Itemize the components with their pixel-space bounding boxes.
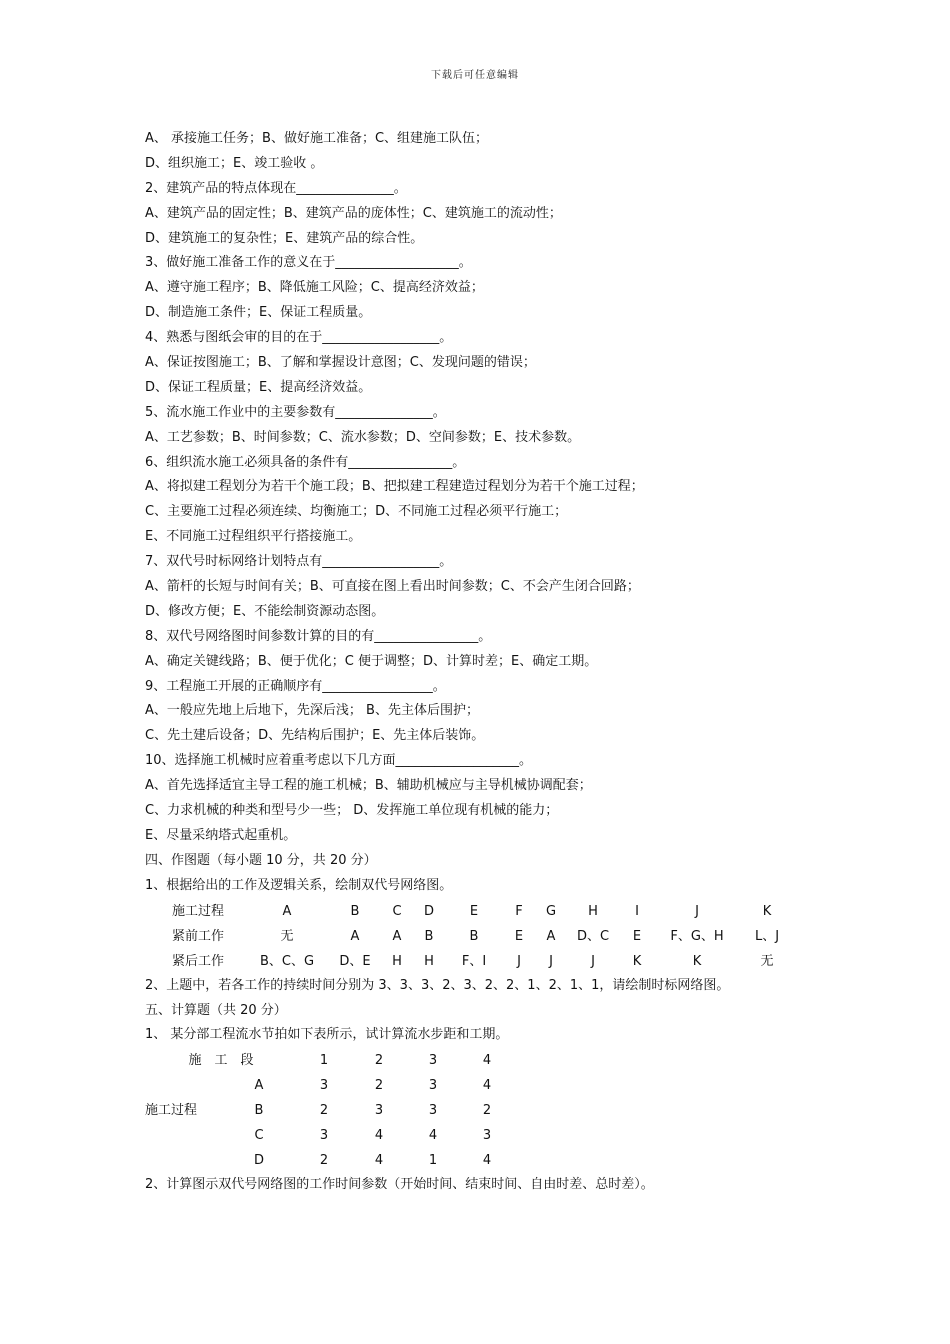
text-line: 3、做好施工准备工作的意义在于___________________。 xyxy=(145,255,472,271)
table-cell: D xyxy=(253,1153,265,1169)
side-label: 施工过程 xyxy=(145,1103,198,1119)
text-line: A、建筑产品的固定性；B、建筑产品的庞体性；C、建筑施工的流动性； xyxy=(145,205,562,221)
question-block-c xyxy=(145,1173,825,1198)
table-row xyxy=(145,1148,825,1173)
table-cell: C xyxy=(392,903,402,919)
table-cell: G xyxy=(545,903,557,919)
table-cell: B xyxy=(469,928,479,944)
text-line: 8、双代号网络图时间参数计算的目的有________________。 xyxy=(145,628,492,644)
table-cell: E xyxy=(632,928,642,944)
table-cell: B xyxy=(254,1103,264,1119)
table-cell: H xyxy=(424,953,434,969)
table-cell: H xyxy=(392,953,402,969)
table-row xyxy=(145,1123,825,1148)
table-cell: 4 xyxy=(428,1128,438,1144)
question-block-a xyxy=(145,127,825,899)
table-cell: B xyxy=(350,903,360,919)
text-line: 五、计算题（共 20 分） xyxy=(145,1002,287,1018)
table-cell: D xyxy=(423,903,435,919)
text-line: D、制造施工条件；E、保证工程质量。 xyxy=(145,305,372,321)
text-line: C、主要施工过程必须连续、均衡施工；D、不同施工过程必须平行施工； xyxy=(145,504,568,520)
table-cell: 3 xyxy=(482,1128,492,1144)
text-line: 5、流水施工作业中的主要参数有_______________。 xyxy=(145,404,446,420)
text-line: 2、计算图示双代号网络图的工作时间参数（开始时间、结束时间、自由时差、总时差）。 xyxy=(145,1177,654,1193)
table-cell: F、G、H xyxy=(670,928,724,944)
text-line: D、组织施工；E、竣工验收 。 xyxy=(145,155,324,171)
table-cell: 3 xyxy=(428,1053,438,1069)
text-line: A、保证按图施工；B、了解和掌握设计意图；C、发现问题的错误； xyxy=(145,355,536,371)
work-logic-table xyxy=(145,899,825,974)
text-line: E、不同施工过程组织平行搭接施工。 xyxy=(145,529,362,545)
table-cell: 4 xyxy=(374,1128,384,1144)
text-line: C、力求机械的种类和型号少一些； D、发挥施工单位现有机械的能力； xyxy=(145,803,559,819)
table-cell: 2 xyxy=(374,1053,384,1069)
table-cell: 2 xyxy=(482,1103,492,1119)
table-cell: A xyxy=(350,928,360,944)
table-row xyxy=(145,899,825,924)
text-line: D、修改方便；E、不能绘制资源动态图。 xyxy=(145,603,385,619)
table-cell: B xyxy=(424,928,434,944)
table-cell: 无 xyxy=(280,928,294,944)
table-cell: D、E xyxy=(339,953,371,969)
text-line: A、箭杆的长短与时间有关；B、可直接在图上看出时间参数；C、不会产生闭合回路； xyxy=(145,579,640,595)
table-cell: L、J xyxy=(754,928,780,944)
table-cell: 4 xyxy=(482,1078,492,1094)
text-line: A、工艺参数；B、时间参数；C、流水参数；D、空间参数；E、技术参数。 xyxy=(145,429,581,445)
row-label: 紧后工作 xyxy=(172,953,225,969)
text-line: E、尽量采纳塔式起重机。 xyxy=(145,827,297,843)
table-cell: 2 xyxy=(319,1153,329,1169)
table-cell: 3 xyxy=(428,1103,438,1119)
table-cell: 2 xyxy=(374,1078,384,1094)
table-cell: 4 xyxy=(482,1053,492,1069)
text-line: 2、上题中，若各工作的持续时间分别为 3、3、3、2、3、2、2、1、2、1、1，请绘制时标网络图。 xyxy=(145,977,730,993)
row-label: 紧前工作 xyxy=(172,928,225,944)
text-line: A、 承接施工任务；B、做好施工准备；C、组建施工队伍； xyxy=(145,131,489,146)
table-cell: 4 xyxy=(482,1153,492,1169)
table-cell: J xyxy=(549,953,553,969)
table-cell: K xyxy=(762,903,772,919)
table-row xyxy=(145,949,825,974)
table-cell: F、I xyxy=(461,953,487,969)
table-cell: K xyxy=(692,953,702,969)
table-cell: 2 xyxy=(319,1103,329,1119)
table-cell: E xyxy=(514,928,524,944)
table-cell: C xyxy=(254,1128,264,1144)
table-cell: H xyxy=(588,903,598,919)
table-cell: 施 工 段 xyxy=(188,1053,254,1069)
table-cell: F xyxy=(515,903,523,919)
table-cell: 3 xyxy=(319,1128,329,1144)
text-line: 1、 某分部工程流水节拍如下表所示，试计算流水步距和工期。 xyxy=(145,1027,509,1043)
text-line: A、遵守施工程序；B、降低施工风险；C、提高经济效益； xyxy=(145,280,484,296)
text-line: 1、根据给出的工作及逻辑关系，绘制双代号网络图。 xyxy=(145,877,453,893)
page-header: 下载后可任意编辑 xyxy=(431,70,519,81)
text-line: 6、组织流水施工必须具备的条件有________________。 xyxy=(145,454,466,470)
table-cell: 3 xyxy=(374,1103,384,1119)
table-cell: B、C、G xyxy=(259,953,315,969)
text-line: 7、双代号时标网络计划特点有__________________。 xyxy=(145,554,453,570)
text-line: 四、作图题（每小题 10 分，共 20 分） xyxy=(145,852,377,868)
table-cell: 无 xyxy=(760,953,774,969)
table-cell: 3 xyxy=(428,1078,438,1094)
table-row xyxy=(145,1073,825,1098)
text-line: 10、选择施工机械时应着重考虑以下几方面___________________。 xyxy=(145,753,533,769)
table-cell: D、C xyxy=(576,928,610,944)
table-cell: K xyxy=(632,953,642,969)
text-line: 9、工程施工开展的正确顺序有_________________。 xyxy=(145,678,446,694)
table-cell: J xyxy=(517,953,521,969)
text-line: D、保证工程质量；E、提高经济效益。 xyxy=(145,379,372,395)
table-header-row xyxy=(145,1048,825,1073)
text-line: 4、熟悉与图纸会审的目的在于__________________。 xyxy=(145,330,453,346)
question-block-b xyxy=(145,974,825,1049)
table-cell: 4 xyxy=(374,1153,384,1169)
table-cell: A xyxy=(546,928,556,944)
text-line: A、将拟建工程划分为若干个施工段；B、把拟建工程建造过程划分为若干个施工过程； xyxy=(145,479,644,495)
table-cell: J xyxy=(591,953,595,969)
table-cell: J xyxy=(695,903,699,919)
table-row xyxy=(145,1098,825,1123)
text-line: C、先土建后设备；D、先结构后围护；E、先主体后装饰。 xyxy=(145,728,485,744)
text-line: A、首先选择适宜主导工程的施工机械；B、辅助机械应与主导机械协调配套； xyxy=(145,778,592,794)
table-cell: A xyxy=(282,903,292,919)
flow-beat-table xyxy=(145,1048,825,1173)
table-cell: 1 xyxy=(428,1153,438,1169)
table-cell: I xyxy=(635,903,639,919)
table-row xyxy=(145,924,825,949)
text-line: A、确定关键线路；B、便于优化；C 便于调整；D、计算时差；E、确定工期。 xyxy=(145,653,598,669)
text-line: A、一般应先地上后地下，先深后浅； B、先主体后围护； xyxy=(145,703,479,719)
table-cell: E xyxy=(469,903,479,919)
row-label: 施工过程 xyxy=(172,903,225,919)
table-cell: A xyxy=(254,1078,264,1094)
table-cell: 1 xyxy=(319,1053,329,1069)
document-body xyxy=(145,127,825,1198)
table-cell: A xyxy=(392,928,402,944)
text-line: 2、建筑产品的特点体现在_______________。 xyxy=(145,180,407,196)
table-cell: 3 xyxy=(319,1078,329,1094)
text-line: D、建筑施工的复杂性；E、建筑产品的综合性。 xyxy=(145,230,424,246)
